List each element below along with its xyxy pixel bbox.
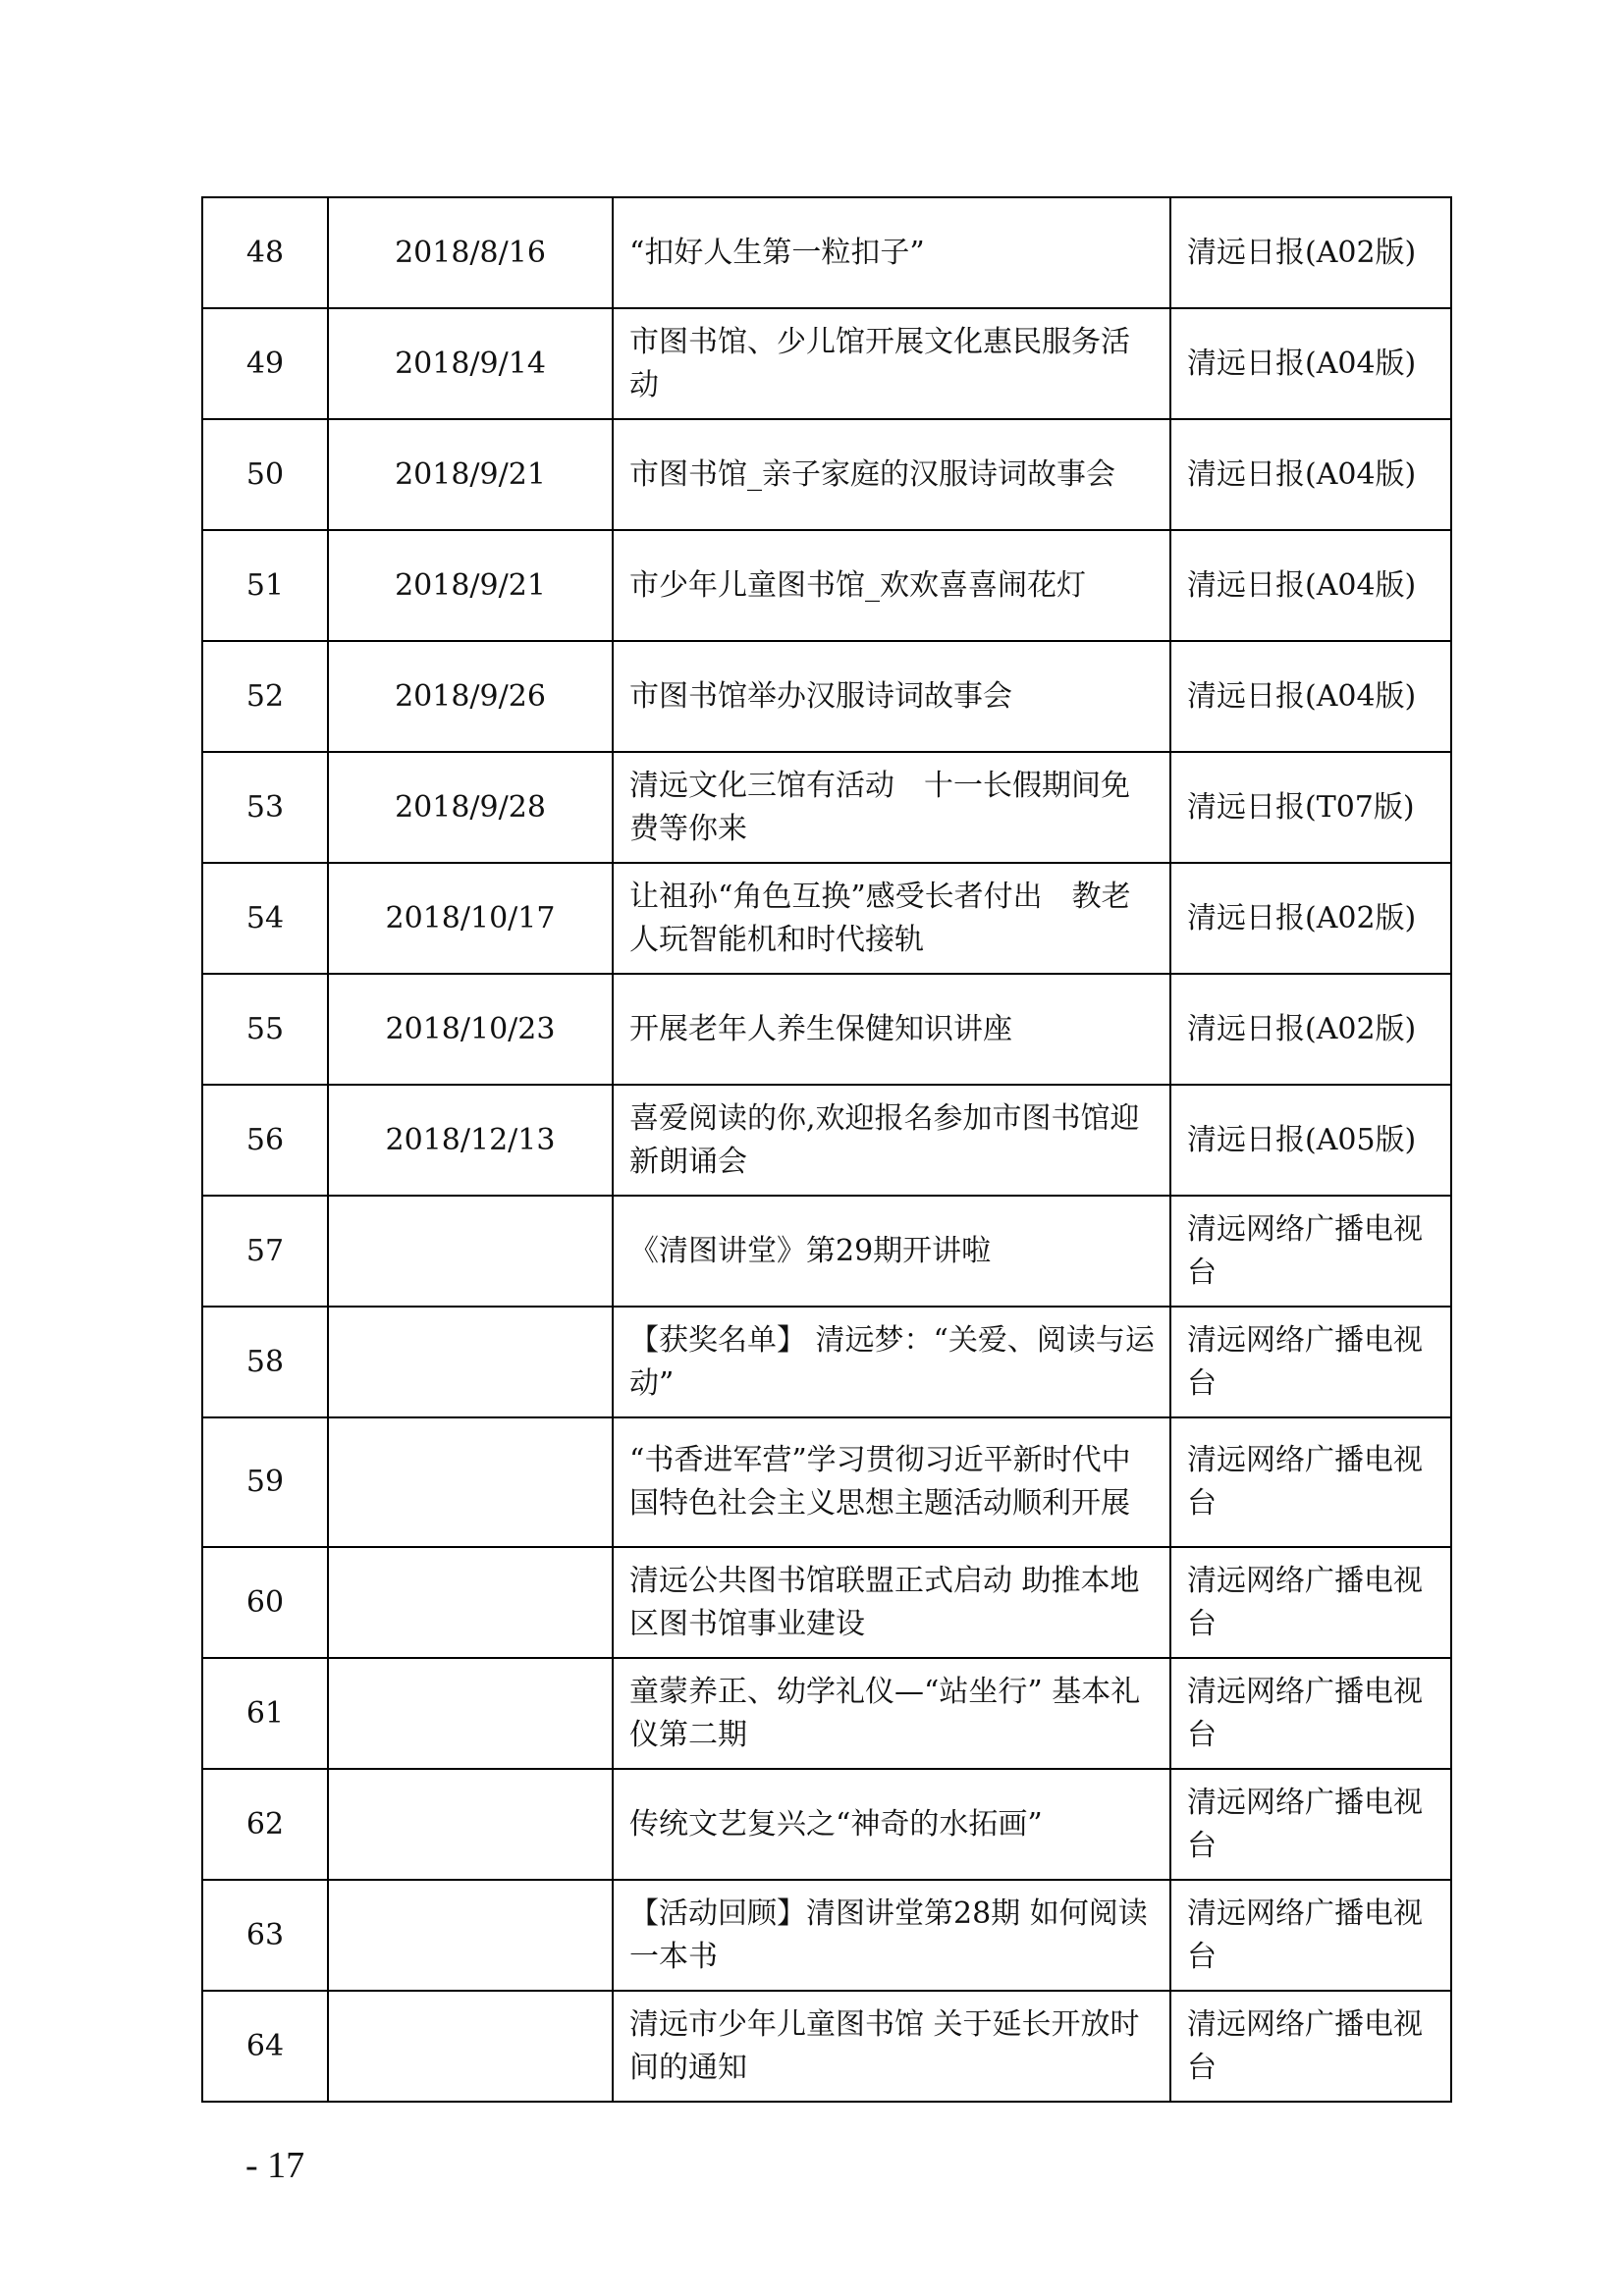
table-row xyxy=(202,1196,1451,1307)
row-source: 清远日报(A04版) xyxy=(1170,308,1451,419)
row-number: 58 xyxy=(202,1307,328,1417)
row-title: 清远市少年儿童图书馆 关于延长开放时间的通知 xyxy=(613,1991,1170,2102)
row-number: 60 xyxy=(202,1547,328,1658)
row-source: 清远日报(A02版) xyxy=(1170,974,1451,1085)
row-title: 让祖孙“角色互换”感受长者付出 教老人玩智能机和时代接轨 xyxy=(613,863,1170,974)
row-title: 《清图讲堂》第29期开讲啦 xyxy=(613,1196,1170,1307)
row-title: 市图书馆_亲子家庭的汉服诗词故事会 xyxy=(613,419,1170,530)
row-date: 2018/9/21 xyxy=(328,530,613,641)
row-title: 市图书馆、少儿馆开展文化惠民服务活动 xyxy=(613,308,1170,419)
row-source: 清远网络广播电视台 xyxy=(1170,1417,1451,1547)
row-source: 清远日报(A02版) xyxy=(1170,863,1451,974)
row-date xyxy=(328,1880,613,1991)
table-row xyxy=(202,1417,1451,1547)
row-date: 2018/10/23 xyxy=(328,974,613,1085)
row-source: 清远日报(A04版) xyxy=(1170,530,1451,641)
table-row xyxy=(202,1547,1451,1658)
row-number: 53 xyxy=(202,752,328,863)
table-row xyxy=(202,1880,1451,1991)
media-coverage-table xyxy=(201,196,1452,2103)
row-source: 清远网络广播电视台 xyxy=(1170,1307,1451,1417)
row-number: 56 xyxy=(202,1085,328,1196)
row-title: 清远公共图书馆联盟正式启动 助推本地区图书馆事业建设 xyxy=(613,1547,1170,1658)
row-number: 50 xyxy=(202,419,328,530)
row-title: “扣好人生第一粒扣子” xyxy=(613,197,1170,308)
row-number: 57 xyxy=(202,1196,328,1307)
row-date: 2018/9/21 xyxy=(328,419,613,530)
table-row xyxy=(202,419,1451,530)
row-number: 61 xyxy=(202,1658,328,1769)
row-date: 2018/10/17 xyxy=(328,863,613,974)
row-number: 64 xyxy=(202,1991,328,2102)
row-date xyxy=(328,1307,613,1417)
row-number: 49 xyxy=(202,308,328,419)
row-source: 清远日报(A04版) xyxy=(1170,419,1451,530)
row-title: 【活动回顾】清图讲堂第28期 如何阅读一本书 xyxy=(613,1880,1170,1991)
table-row xyxy=(202,974,1451,1085)
table-row xyxy=(202,197,1451,308)
table-row xyxy=(202,1658,1451,1769)
row-source: 清远网络广播电视台 xyxy=(1170,1991,1451,2102)
row-source: 清远日报(T07版) xyxy=(1170,752,1451,863)
row-source: 清远网络广播电视台 xyxy=(1170,1769,1451,1880)
row-number: 51 xyxy=(202,530,328,641)
row-number: 62 xyxy=(202,1769,328,1880)
row-source: 清远网络广播电视台 xyxy=(1170,1658,1451,1769)
row-title: 开展老年人养生保健知识讲座 xyxy=(613,974,1170,1085)
row-source: 清远日报(A02版) xyxy=(1170,197,1451,308)
row-number: 48 xyxy=(202,197,328,308)
row-number: 54 xyxy=(202,863,328,974)
row-title: 市少年儿童图书馆_欢欢喜喜闹花灯 xyxy=(613,530,1170,641)
row-source: 清远网络广播电视台 xyxy=(1170,1196,1451,1307)
table-row xyxy=(202,1085,1451,1196)
row-date: 2018/9/26 xyxy=(328,641,613,752)
row-title: 童蒙养正、幼学礼仪—“站坐行” 基本礼仪第二期 xyxy=(613,1658,1170,1769)
row-date: 2018/9/28 xyxy=(328,752,613,863)
row-title: “书香进军营”学习贯彻习近平新时代中国特色社会主义思想主题活动顺利开展 xyxy=(613,1417,1170,1547)
row-source: 清远日报(A05版) xyxy=(1170,1085,1451,1196)
table-row xyxy=(202,1769,1451,1880)
row-number: 52 xyxy=(202,641,328,752)
row-date: 2018/8/16 xyxy=(328,197,613,308)
table-row xyxy=(202,752,1451,863)
row-date xyxy=(328,1417,613,1547)
row-title: 传统文艺复兴之“神奇的水拓画” xyxy=(613,1769,1170,1880)
row-title: 清远文化三馆有活动 十一长假期间免费等你来 xyxy=(613,752,1170,863)
row-title: 市图书馆举办汉服诗词故事会 xyxy=(613,641,1170,752)
row-source: 清远网络广播电视台 xyxy=(1170,1880,1451,1991)
row-number: 55 xyxy=(202,974,328,1085)
row-date: 2018/9/14 xyxy=(328,308,613,419)
row-date xyxy=(328,1547,613,1658)
table-row xyxy=(202,863,1451,974)
table-row xyxy=(202,530,1451,641)
table-row xyxy=(202,308,1451,419)
row-number: 59 xyxy=(202,1417,328,1547)
table-row xyxy=(202,641,1451,752)
table-row xyxy=(202,1307,1451,1417)
row-date xyxy=(328,1769,613,1880)
row-date xyxy=(328,1196,613,1307)
page-number: - 17 xyxy=(245,2145,305,2186)
row-title: 【获奖名单】 清远梦：“关爱、阅读与运动” xyxy=(613,1307,1170,1417)
row-source: 清远网络广播电视台 xyxy=(1170,1547,1451,1658)
row-source: 清远日报(A04版) xyxy=(1170,641,1451,752)
row-date: 2018/12/13 xyxy=(328,1085,613,1196)
row-date xyxy=(328,1658,613,1769)
table-row xyxy=(202,1991,1451,2102)
row-title: 喜爱阅读的你,欢迎报名参加市图书馆迎新朗诵会 xyxy=(613,1085,1170,1196)
row-number: 63 xyxy=(202,1880,328,1991)
row-date xyxy=(328,1991,613,2102)
